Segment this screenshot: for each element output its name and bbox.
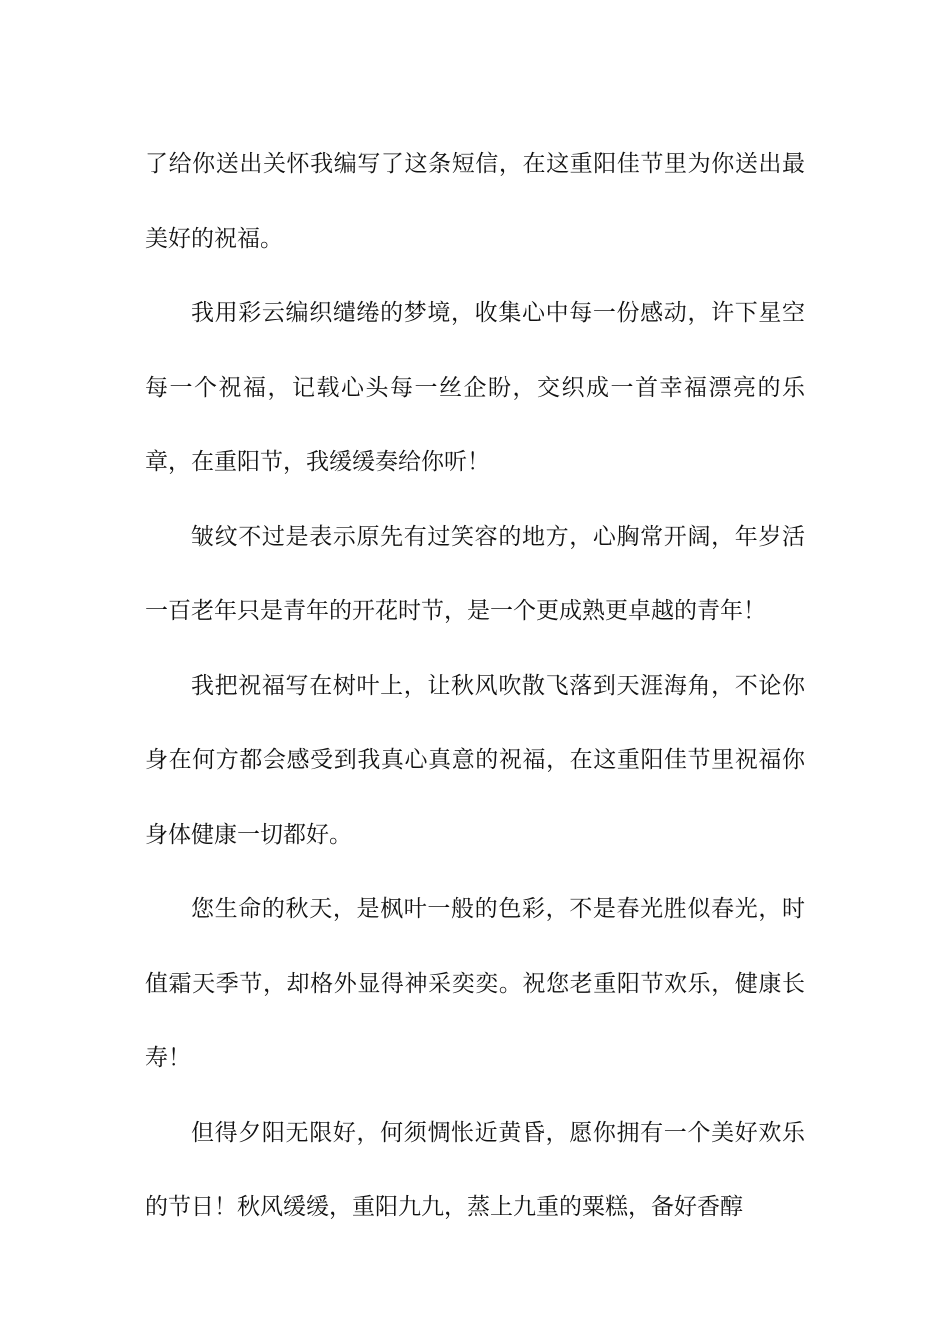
paragraph-1: 了给你送出关怀我编写了这条短信，在这重阳佳节里为你送出最美好的祝福。 (145, 151, 805, 252)
paragraph-3: 皱纹不过是表示原先有过笑容的地方，心胸常开阔，年岁活一百老年只是青年的开花时节，是一个更成熟更卓越的青年！ (145, 523, 805, 624)
paragraph-4: 我把祝福写在树叶上，让秋风吹散飞落到天涯海角，不论你身在何方都会感受到我真心真意的祝福，在这重阳佳节里祝福你身体健康一切都好。 (145, 672, 805, 848)
document-body (145, 127, 805, 1245)
paragraph-6: 但得夕阳无限好，何须惆怅近黄昏，愿你拥有一个美好欢乐的节日！秋风缓缓，重阳九九，蒸上九重的粟糕，备好香醇 (145, 1119, 805, 1220)
paragraph-2: 我用彩云编织缱绻的梦境，收集心中每一份感动，许下星空每一个祝福，记载心头每一丝企盼，交织成一首幸福漂亮的乐章，在重阳节，我缓缓奏给你听！ (145, 300, 805, 475)
paragraph-5: 您生命的秋天，是枫叶一般的色彩，不是春光胜似春光，时值霜天季节，却格外显得神采奕奕。祝您老重阳节欢乐，健康长寿！ (145, 896, 805, 1071)
